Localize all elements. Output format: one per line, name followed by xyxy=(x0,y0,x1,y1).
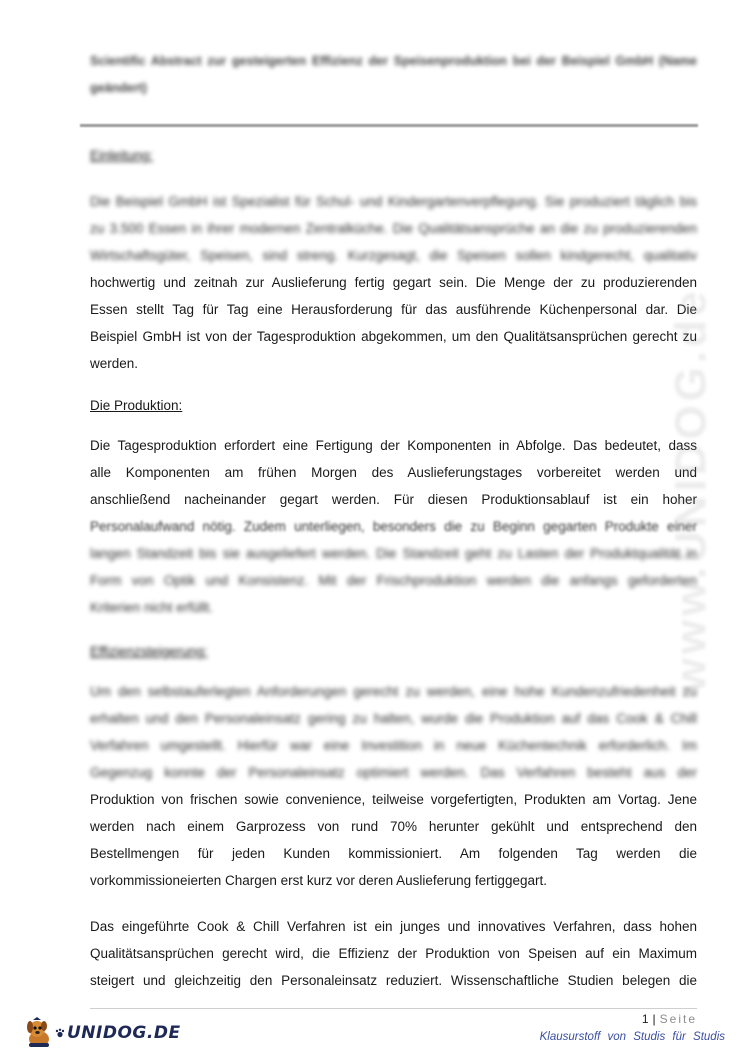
text-line: erhalten und den Personaleinsatz gering zu halten, wurde die Produktion auf das Cook & Chill xyxy=(90,711,697,726)
page-number xyxy=(642,1012,697,1026)
heading-production: Die Produktion: xyxy=(90,398,183,413)
page-separator: | xyxy=(652,1012,656,1026)
text-line: hochwertig und zeitnah zur Auslieferung fertig gegart sein. Die Menge der zu produzierenden xyxy=(90,275,697,290)
text-line: Produktion von frischen sowie convenience, teilweise vorgefertigten, Produkten am Vortag. Jene xyxy=(90,792,697,807)
paragraph-production xyxy=(90,432,697,621)
text-line: Verfahren umgestellt. Hierfür war eine Investition in neue Küchentechnik erforderlich. Im xyxy=(90,738,697,753)
text-line: Die Beispiel GmbH ist Spezialist für Schul- und Kindergartenverpflegung. Sie produziert täglich bis xyxy=(90,194,697,209)
text-line: steigert und gleichzeitig den Personaleinsatz reduziert. Wissenschaftliche Studien belegen die xyxy=(90,973,697,988)
watermark-text: www.UNIDOG.de xyxy=(666,287,715,693)
paragraph-cook-chill xyxy=(90,913,697,994)
dog-mascot-icon xyxy=(24,1017,54,1049)
logo-text: UNIDOG.DE xyxy=(67,1023,181,1043)
text-line: Kriterien nicht erfüllt. xyxy=(90,600,214,615)
text-line: Beispiel GmbH ist von der Tagesproduktion abgekommen, um den Qualitätsansprüchen gerecht zu xyxy=(90,329,697,344)
text-line: Wirtschaftsgüter, Speisen, sind streng. Kurzgesagt, die Speisen sollen kindgerecht, qualitativ xyxy=(90,248,697,263)
footer-divider xyxy=(90,1008,697,1009)
paw-icon xyxy=(55,1028,65,1038)
paragraph-introduction xyxy=(90,188,697,377)
text-line: Qualitätsansprüchen gerecht wird, die Effizienz der Produktion von Speisen auf ein Maximum xyxy=(90,946,697,961)
page-number-value: 1 xyxy=(641,1012,649,1026)
document-title: Scientific Abstract zur gesteigerten Effizienz der Speisenproduktion bei der Beispiel GmbH (Name geändert) xyxy=(90,54,697,95)
title-block xyxy=(90,48,697,102)
text-line: Um den selbstauferlegten Anforderungen gerecht zu werden, eine hohe Kundenzufriedenheit zu xyxy=(90,684,697,699)
text-line: werden nach einem Garprozess von rund 70% herunter gekühlt und entsprechend den xyxy=(90,819,697,834)
paragraph-efficiency xyxy=(90,678,697,894)
heading-efficiency: Effizienzsteigerung: xyxy=(90,644,208,659)
text-line: Das eingeführte Cook & Chill Verfahren ist ein junges und innovatives Verfahren, dass hohen xyxy=(90,919,697,934)
text-line: langen Standzeit bis sie ausgeliefert werden. Die Standzeit geht zu Lasten der Produktqualität in xyxy=(90,546,697,561)
text-line: anschließend nacheinander gegart werden. Für diesen Produktionsablauf ist ein hoher xyxy=(90,492,697,507)
text-line: Essen stellt Tag für Tag eine Herausforderung für das ausführende Küchenpersonal dar. Die xyxy=(90,302,697,317)
heading-introduction: Einleitung: xyxy=(90,148,154,163)
footer-tagline: Klausurstoff von Studis für Studis xyxy=(539,1031,725,1043)
text-line: vorkommissioneierten Chargen erst kurz vor deren Auslieferung fertiggegart. xyxy=(90,873,547,888)
text-line: zu 3.500 Essen in ihrer modernen Zentralküche. Die Qualitätsansprüche an die zu produzierenden xyxy=(90,221,697,236)
text-line: Gegenzug konnte der Personaleinsatz optimiert werden. Das Verfahren besteht aus der xyxy=(90,765,697,780)
text-line: Personalaufwand nötig. Zudem unterliegen, besonders die zu Beginn gegarten Produkte einer xyxy=(90,519,697,534)
watermark xyxy=(656,230,726,750)
page-label: Seite xyxy=(659,1012,697,1026)
title-divider xyxy=(80,124,698,127)
text-line: Bestellmengen für jeden Kunden kommissioniert. Am folgenden Tag werden die xyxy=(90,846,697,861)
text-line: alle Komponenten am frühen Morgen des Auslieferungstages vorbereitet werden und xyxy=(90,465,697,480)
text-line: werden. xyxy=(90,356,139,371)
unidog-logo[interactable] xyxy=(24,1016,181,1050)
text-line: Form von Optik und Konsistenz. Mit der Frischproduktion werden die anfangs geforderten xyxy=(90,573,697,588)
text-line: Die Tagesproduktion erfordert eine Fertigung der Komponenten in Abfolge. Das bedeutet, dass xyxy=(90,438,697,453)
